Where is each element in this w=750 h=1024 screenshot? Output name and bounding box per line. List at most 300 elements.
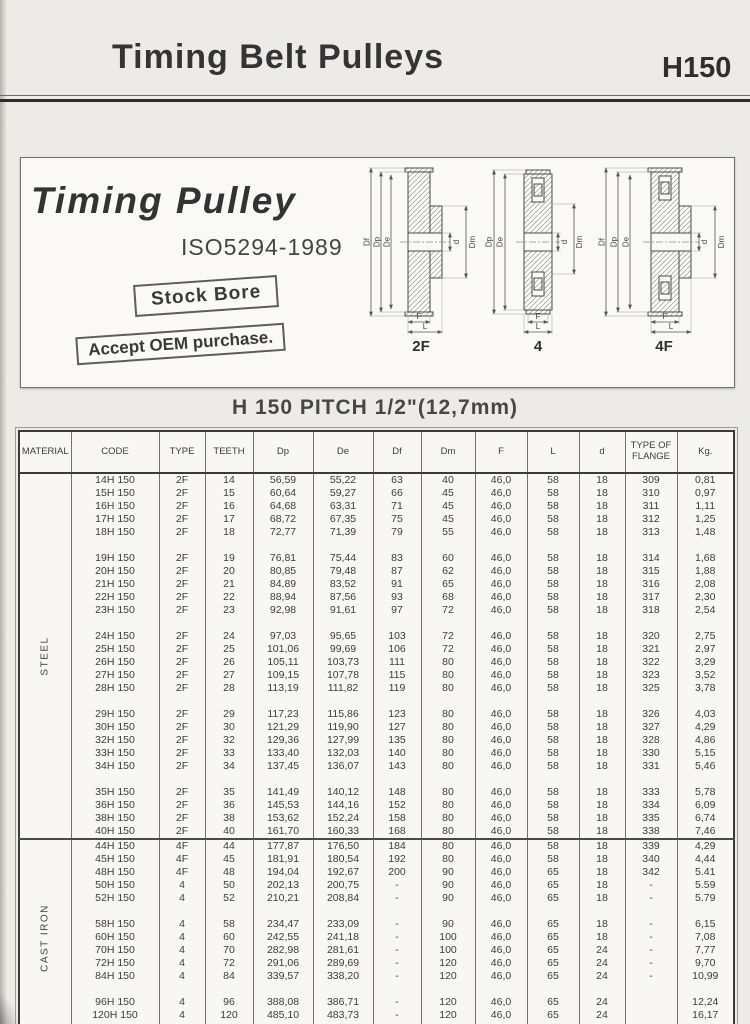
cell-flange: 321 (625, 643, 677, 656)
cell-de: 192,67 (313, 866, 373, 879)
cell-df: 79 (373, 526, 421, 539)
cell-dp: 109,15 (253, 669, 313, 682)
cell-l: 65 (527, 996, 579, 1009)
cell-teeth: 96 (205, 996, 253, 1009)
header-rule-thin (0, 95, 750, 96)
cell-dp: 80,85 (253, 565, 313, 578)
cell-code: 38H 150 (71, 812, 159, 825)
cell-code: 32H 150 (71, 734, 159, 747)
cell-df: 168 (373, 825, 421, 839)
cell-kg: 5.79 (677, 892, 734, 905)
cell-dp: 177,87 (253, 839, 313, 853)
cell-kg: 7,77 (677, 944, 734, 957)
cell-dm: 100 (421, 931, 475, 944)
cell-df: 91 (373, 578, 421, 591)
table-row (19, 944, 734, 957)
cell-kg: 10,99 (677, 970, 734, 983)
figure-caption-4f: 4F (655, 338, 673, 355)
cell-dm: 65 (421, 578, 475, 591)
cell-df: - (373, 944, 421, 957)
cell-d: 18 (579, 812, 625, 825)
cell-kg: 2,08 (677, 578, 734, 591)
header-rule-thick (0, 99, 750, 102)
cell-d: 18 (579, 825, 625, 839)
cell-dm: 80 (421, 734, 475, 747)
cell-l: 58 (527, 825, 579, 839)
bolt-bottom (534, 278, 542, 290)
spacer-cell (579, 539, 625, 552)
spacer-cell (205, 617, 253, 630)
cell-teeth: 70 (205, 944, 253, 957)
cell-df: - (373, 931, 421, 944)
col-header-l: L (527, 431, 579, 473)
cell-kg: 4,03 (677, 708, 734, 721)
cell-de: 241,18 (313, 931, 373, 944)
table-row (19, 892, 734, 905)
cell-kg: 1,25 (677, 513, 734, 526)
table-row (19, 591, 734, 604)
spacer-cell (205, 983, 253, 996)
cell-flange: 326 (625, 708, 677, 721)
cell-teeth: 16 (205, 500, 253, 513)
flange-top (648, 168, 682, 172)
dim-label-df: Df (597, 238, 607, 246)
cell-type: 4 (159, 931, 205, 944)
cell-code: 48H 150 (71, 866, 159, 879)
cell-type: 2F (159, 643, 205, 656)
cell-code: 60H 150 (71, 931, 159, 944)
table-row (19, 473, 734, 487)
cell-de: 79,48 (313, 565, 373, 578)
spacer-cell (677, 983, 734, 996)
dim-label-l: L (535, 322, 541, 331)
cell-l: 65 (527, 918, 579, 931)
cell-type: 2F (159, 552, 205, 565)
table-title: H 150 PITCH 1/2"(12,7mm) (231, 396, 519, 419)
spacer-row (19, 983, 734, 996)
cell-d: 18 (579, 918, 625, 931)
spacer-cell (253, 983, 313, 996)
table-row (19, 812, 734, 825)
cell-teeth: 72 (205, 957, 253, 970)
cell-type: 2F (159, 760, 205, 773)
table-row (19, 708, 734, 721)
cell-dp: 137,45 (253, 760, 313, 773)
cell-dp: 339,57 (253, 970, 313, 983)
cell-dp: 88,94 (253, 591, 313, 604)
table-row (19, 747, 734, 760)
cell-df: 184 (373, 839, 421, 853)
cell-type: 2F (159, 786, 205, 799)
dim-label-dm: Dm (575, 235, 584, 249)
cell-d: 18 (579, 578, 625, 591)
cell-dp: 153,62 (253, 812, 313, 825)
cell-dm: 80 (421, 839, 475, 853)
table-row (19, 957, 734, 970)
spacer-cell (253, 617, 313, 630)
spacer-cell (373, 773, 421, 786)
spacer-cell (253, 905, 313, 918)
table-row (19, 604, 734, 617)
cell-code: 35H 150 (71, 786, 159, 799)
pulley-cross-section (400, 168, 450, 316)
cell-de: 71,39 (313, 526, 373, 539)
cell-flange (625, 996, 677, 1009)
spacer-cell (625, 983, 677, 996)
cell-dp: 210,21 (253, 892, 313, 905)
spacer-row (19, 539, 734, 552)
cell-f: 46,0 (475, 669, 527, 682)
cell-de: 200,75 (313, 879, 373, 892)
spacer-cell (313, 617, 373, 630)
cell-de: 119,90 (313, 721, 373, 734)
cell-kg: 5.41 (677, 866, 734, 879)
cell-dm: 120 (421, 957, 475, 970)
cell-de: 91,61 (313, 604, 373, 617)
cell-code: 33H 150 (71, 747, 159, 760)
cell-kg: 7,46 (677, 825, 734, 839)
cell-code: 40H 150 (71, 825, 159, 839)
spacer-cell (373, 983, 421, 996)
dim-label-d: d (452, 239, 461, 245)
cell-l: 58 (527, 643, 579, 656)
cell-d: 18 (579, 866, 625, 879)
table-row (19, 996, 734, 1009)
table-row (19, 825, 734, 839)
pulley-drawing-4f (597, 164, 731, 336)
cell-l: 58 (527, 513, 579, 526)
cell-dm: 62 (421, 565, 475, 578)
spacer-cell (527, 617, 579, 630)
spacer-cell (71, 617, 159, 630)
cell-teeth: 22 (205, 591, 253, 604)
cell-d: 18 (579, 708, 625, 721)
spacer-row (19, 695, 734, 708)
cell-teeth: 15 (205, 487, 253, 500)
spacer-cell (205, 773, 253, 786)
spacer-cell (253, 695, 313, 708)
cell-f: 46,0 (475, 487, 527, 500)
oem-purchase-badge: Accept OEM purchase. (75, 323, 286, 366)
cell-dp: 161,70 (253, 825, 313, 839)
cell-de: 176,50 (313, 839, 373, 853)
cell-dp: 141,49 (253, 786, 313, 799)
cell-dm: 90 (421, 918, 475, 931)
spacer-cell (475, 539, 527, 552)
cell-l: 58 (527, 734, 579, 747)
cell-de: 386,71 (313, 996, 373, 1009)
cell-de: 115,86 (313, 708, 373, 721)
cell-l: 58 (527, 473, 579, 487)
cell-de: 111,82 (313, 682, 373, 695)
cell-f: 46,0 (475, 747, 527, 760)
cell-de: 132,03 (313, 747, 373, 760)
cell-dp: 105,11 (253, 656, 313, 669)
cell-teeth: 38 (205, 812, 253, 825)
cell-dm: 120 (421, 1009, 475, 1022)
cell-df: - (373, 892, 421, 905)
spacer-cell (373, 617, 421, 630)
cell-dp: 68,72 (253, 513, 313, 526)
cell-dm: 45 (421, 500, 475, 513)
cell-de: 67,35 (313, 513, 373, 526)
cell-code: 27H 150 (71, 669, 159, 682)
table-row (19, 839, 734, 853)
cell-kg: 3,29 (677, 656, 734, 669)
table-row (19, 552, 734, 565)
cell-type: 4F (159, 866, 205, 879)
bolt-top (661, 182, 669, 194)
col-header-code: CODE (71, 431, 159, 473)
cell-type: 2F (159, 513, 205, 526)
spacer-cell (527, 773, 579, 786)
cell-dp: 291,06 (253, 957, 313, 970)
cell-df: 75 (373, 513, 421, 526)
cell-de: 107,78 (313, 669, 373, 682)
cell-f: 46,0 (475, 708, 527, 721)
cell-df: 63 (373, 473, 421, 487)
cell-l: 58 (527, 526, 579, 539)
cell-d: 18 (579, 591, 625, 604)
cell-teeth: 50 (205, 879, 253, 892)
cell-dp: 60,64 (253, 487, 313, 500)
material-label: CAST IRON (39, 903, 51, 972)
cell-flange: - (625, 944, 677, 957)
cell-d: 18 (579, 760, 625, 773)
spacer-row (19, 905, 734, 918)
cell-code: 70H 150 (71, 944, 159, 957)
cell-flange: - (625, 931, 677, 944)
cell-d: 24 (579, 970, 625, 983)
spacer-cell (313, 983, 373, 996)
spacer-cell (677, 617, 734, 630)
cell-dm: 72 (421, 604, 475, 617)
cell-dm: 80 (421, 708, 475, 721)
cell-teeth: 36 (205, 799, 253, 812)
cell-d: 18 (579, 799, 625, 812)
cell-f: 46,0 (475, 944, 527, 957)
spacer-cell (71, 983, 159, 996)
cell-kg: 0,81 (677, 473, 734, 487)
spacer-cell (527, 539, 579, 552)
cell-f: 46,0 (475, 760, 527, 773)
spacer-cell (313, 905, 373, 918)
dim-label-f: F (662, 312, 668, 321)
cell-teeth: 26 (205, 656, 253, 669)
cell-l: 58 (527, 656, 579, 669)
cell-d: 18 (579, 552, 625, 565)
col-header-dm: Dm (421, 431, 475, 473)
cell-dm: 80 (421, 853, 475, 866)
table-row (19, 630, 734, 643)
spacer-cell (373, 905, 421, 918)
cell-df: 106 (373, 643, 421, 656)
cell-flange: - (625, 957, 677, 970)
spacer-cell (253, 773, 313, 786)
cell-f: 46,0 (475, 786, 527, 799)
cell-teeth: 24 (205, 630, 253, 643)
cell-l: 65 (527, 957, 579, 970)
table-row (19, 656, 734, 669)
cell-de: 75,44 (313, 552, 373, 565)
cell-kg: 3,52 (677, 669, 734, 682)
cell-d: 18 (579, 487, 625, 500)
cell-df: 93 (373, 591, 421, 604)
table-row (19, 669, 734, 682)
cell-de: 180,54 (313, 853, 373, 866)
cell-dm: 80 (421, 721, 475, 734)
cell-teeth: 58 (205, 918, 253, 931)
spacer-cell (159, 905, 205, 918)
dim-label-dp: Dp (372, 236, 382, 248)
cell-dm: 80 (421, 799, 475, 812)
spec-table-wrap (18, 430, 735, 1024)
cell-f: 46,0 (475, 513, 527, 526)
dim-label-dp: Dp (484, 236, 494, 248)
cell-df: - (373, 918, 421, 931)
cell-teeth: 84 (205, 970, 253, 983)
spacer-cell (205, 539, 253, 552)
dim-label-l: L (668, 322, 674, 331)
table-row (19, 565, 734, 578)
spacer-cell (159, 617, 205, 630)
cell-dm: 90 (421, 866, 475, 879)
cell-type: 2F (159, 526, 205, 539)
table-row (19, 760, 734, 773)
dim-label-dp: Dp (609, 236, 619, 248)
cell-type: 2F (159, 500, 205, 513)
cell-code: 21H 150 (71, 578, 159, 591)
col-header-flange: TYPE OF FLANGE (625, 431, 677, 473)
cell-dm: 80 (421, 656, 475, 669)
spacer-cell (205, 695, 253, 708)
cell-type: 2F (159, 487, 205, 500)
spacer-cell (579, 905, 625, 918)
cell-d: 24 (579, 944, 625, 957)
cell-flange: 338 (625, 825, 677, 839)
dim-label-de: De (621, 236, 631, 248)
cell-type: 2F (159, 747, 205, 760)
cell-teeth: 19 (205, 552, 253, 565)
cell-code: 17H 150 (71, 513, 159, 526)
cell-dp: 234,47 (253, 918, 313, 931)
cell-f: 46,0 (475, 734, 527, 747)
cell-de: 144,16 (313, 799, 373, 812)
cell-dp: 76,81 (253, 552, 313, 565)
cell-code: 84H 150 (71, 970, 159, 983)
cell-dm: 100 (421, 944, 475, 957)
spacer-cell (71, 539, 159, 552)
table-header (19, 431, 734, 473)
cell-flange: 342 (625, 866, 677, 879)
cell-f: 46,0 (475, 591, 527, 604)
cell-dp: 92,98 (253, 604, 313, 617)
cell-flange: 309 (625, 473, 677, 487)
cell-f: 46,0 (475, 565, 527, 578)
cell-type: 4 (159, 892, 205, 905)
cell-l: 58 (527, 799, 579, 812)
col-header-type: TYPE (159, 431, 205, 473)
cell-kg: 1,88 (677, 565, 734, 578)
cell-kg: 12,24 (677, 996, 734, 1009)
spacer-cell (159, 983, 205, 996)
cell-l: 58 (527, 578, 579, 591)
spacer-cell (475, 905, 527, 918)
scan-corner-smudge (0, 992, 20, 1024)
cell-teeth: 33 (205, 747, 253, 760)
cell-dp: 97,03 (253, 630, 313, 643)
figure-caption-2f: 2F (412, 338, 430, 355)
cell-code: 23H 150 (71, 604, 159, 617)
page-code: H150 (662, 52, 732, 84)
col-header-f: F (475, 431, 527, 473)
cell-dp: 113,19 (253, 682, 313, 695)
cell-dm: 80 (421, 669, 475, 682)
cell-teeth: 60 (205, 931, 253, 944)
col-header-dp: Dp (253, 431, 313, 473)
spacer-row (19, 617, 734, 630)
figure-4f (597, 164, 731, 355)
cell-teeth: 25 (205, 643, 253, 656)
cell-dp: 117,23 (253, 708, 313, 721)
cell-type: 2F (159, 473, 205, 487)
cell-code: 45H 150 (71, 853, 159, 866)
cell-flange: 314 (625, 552, 677, 565)
cell-dm: 72 (421, 630, 475, 643)
cell-f: 46,0 (475, 500, 527, 513)
cell-flange: 318 (625, 604, 677, 617)
spacer-cell (421, 773, 475, 786)
cell-de: 83,52 (313, 578, 373, 591)
dim-label-f: F (416, 312, 422, 321)
cell-teeth: 17 (205, 513, 253, 526)
intro-box (20, 157, 735, 388)
pulley-drawing-2f (362, 164, 480, 336)
col-header-kg: Kg. (677, 431, 734, 473)
cell-f: 46,0 (475, 853, 527, 866)
cell-dm: 80 (421, 682, 475, 695)
spacer-cell (205, 905, 253, 918)
cell-code: 96H 150 (71, 996, 159, 1009)
table-row (19, 786, 734, 799)
spec-table (18, 430, 735, 1024)
table-row (19, 643, 734, 656)
cell-df: 127 (373, 721, 421, 734)
cell-df: 115 (373, 669, 421, 682)
dim-label-f: F (535, 312, 541, 321)
cell-dm: 45 (421, 487, 475, 500)
cell-kg: 9,70 (677, 957, 734, 970)
cell-l: 58 (527, 591, 579, 604)
cell-dm: 68 (421, 591, 475, 604)
bolt-bottom (661, 282, 669, 294)
cell-type: 2F (159, 656, 205, 669)
cell-l: 58 (527, 839, 579, 853)
cell-flange: 335 (625, 812, 677, 825)
spacer-row (19, 773, 734, 786)
cell-code: 20H 150 (71, 565, 159, 578)
cell-df: 140 (373, 747, 421, 760)
dim-label-df: Df (362, 238, 372, 246)
cell-de: 127,99 (313, 734, 373, 747)
cell-kg: 2,54 (677, 604, 734, 617)
cell-de: 63,31 (313, 500, 373, 513)
cell-l: 58 (527, 747, 579, 760)
material-cell (19, 473, 71, 839)
cell-kg: 6,15 (677, 918, 734, 931)
cell-flange: 333 (625, 786, 677, 799)
spacer-cell (421, 695, 475, 708)
